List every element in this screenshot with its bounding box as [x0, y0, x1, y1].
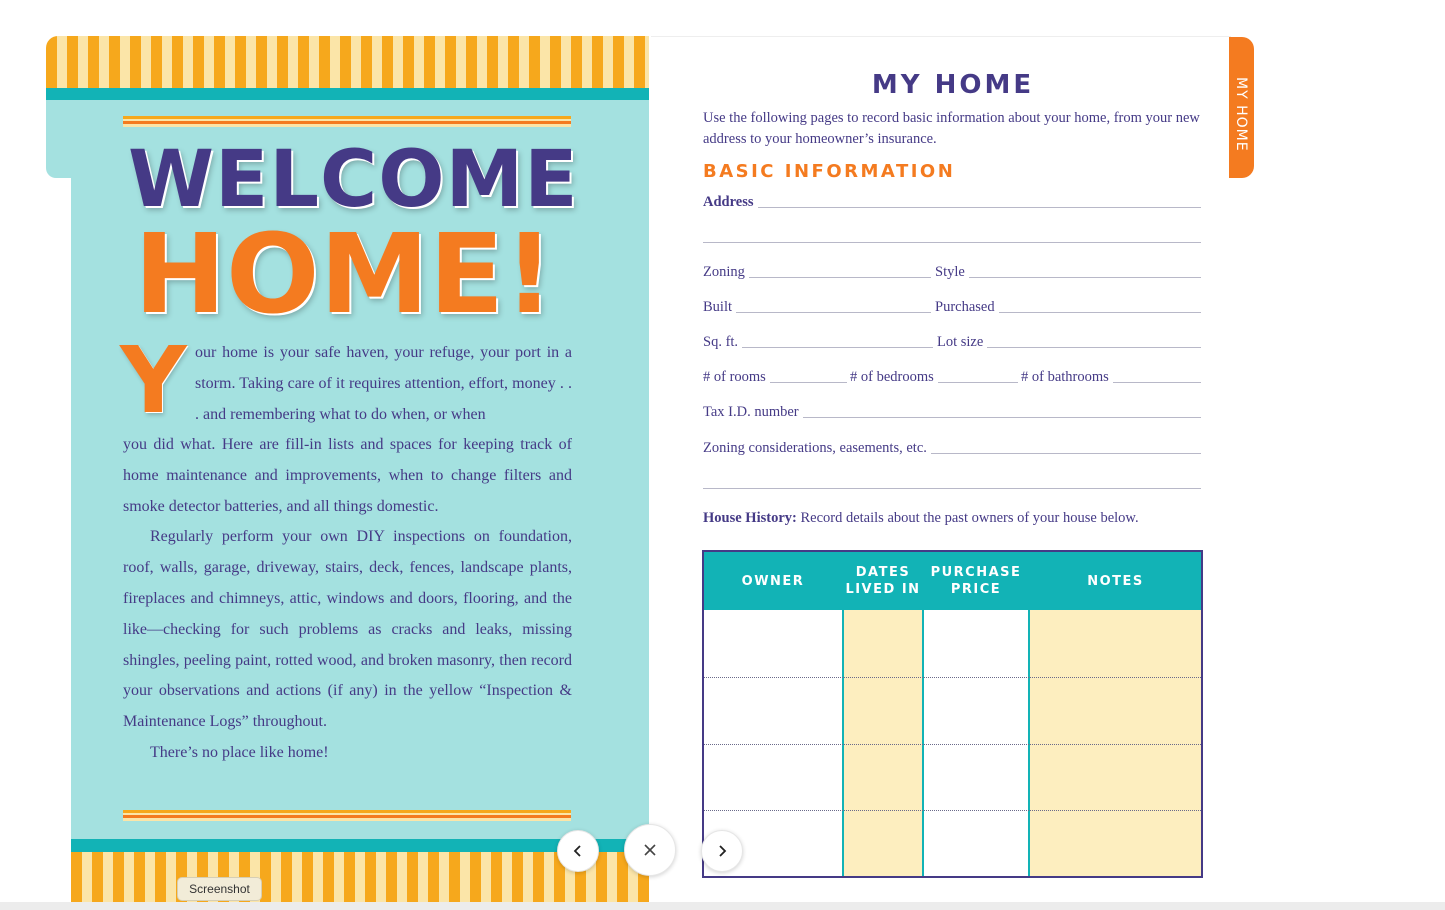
tax-id-field — [703, 403, 1201, 421]
screenshot-tooltip: Screenshot — [177, 877, 262, 901]
side-tab-label: MY HOME — [1233, 77, 1249, 152]
zoning-considerations-field — [703, 439, 1201, 457]
header-purchase-price: PURCHASE PRICE — [930, 565, 1022, 597]
zoning-considerations-label: Zoning considerations, easements, etc. — [703, 440, 927, 456]
rooms-label: # of rooms — [703, 369, 766, 385]
address-label: Address — [703, 194, 754, 210]
intro-paragraph-rest: you did what. Here are fill-in lists and spaces for keeping track of home maintenance and improvements, when to change filters and smoke detector batteries, and all things domestic. — [123, 436, 572, 515]
bathrooms-field — [1021, 368, 1201, 386]
bedrooms-field — [850, 368, 1018, 386]
intro-text: Use the following pages to record basic information about your home, from your new address to your homeowner’s insurance. — [703, 110, 1200, 147]
header-notes: NOTES — [1087, 573, 1144, 589]
address-field — [703, 193, 1201, 211]
header-dates-lived-in: DATES LIVED IN — [845, 565, 921, 597]
inspection-paragraph: Regularly perform your own DIY inspections on foundation, roof, walls, garage, driveway, stairs, deck, fences, landscape plants, fireplaces and chimneys, attic, windows and doors, flooring, and the like—checking for such problems as cracks and leaks, missing shingles, peeling paint, rotted wood, and broken masonry, then record your observations and actions (if any) in the yellow “Inspection & Maintenance Logs” throughout. — [123, 528, 572, 731]
intro-paragraph-start: our home is your safe haven, your refuge, your port in a storm. Taking care of it requires attention, effort, money . . . and remembering what to do when, or when — [195, 344, 572, 423]
lot-size-field — [937, 333, 1201, 351]
top-teal-bar — [46, 88, 649, 100]
price-column[interactable] — [924, 610, 1028, 876]
rooms-field — [703, 368, 847, 386]
table-row-divider — [704, 744, 1201, 745]
top-rule — [123, 116, 571, 127]
bottom-rule — [123, 810, 571, 821]
purchased-label: Purchased — [935, 299, 995, 315]
page-title: MY HOME — [871, 70, 1035, 100]
column-divider — [1028, 610, 1030, 876]
welcome-heading: WELCOME — [128, 135, 579, 225]
previous-page-button[interactable] — [557, 830, 599, 872]
house-history-text — [703, 510, 1139, 527]
bedrooms-label: # of bedrooms — [850, 369, 934, 385]
column-divider — [922, 610, 924, 876]
bathrooms-label: # of bathrooms — [1021, 369, 1109, 385]
column-divider — [842, 610, 844, 876]
close-viewer-button[interactable] — [624, 824, 676, 876]
home-heading: HOME! — [134, 210, 555, 338]
close-icon — [642, 842, 658, 858]
table-row-divider — [704, 677, 1201, 678]
style-label: Style — [935, 264, 965, 280]
top-stripes — [46, 36, 649, 88]
address-line-2 — [703, 242, 1201, 243]
table-row-divider — [704, 810, 1201, 811]
dates-column[interactable] — [844, 610, 922, 876]
tax-id-label: Tax I.D. number — [703, 404, 799, 420]
closing-line: There’s no place like home! — [150, 743, 329, 761]
house-history-instructions: Record details about the past owners of your house below. — [796, 510, 1139, 526]
house-history-label: House History: — [703, 510, 797, 526]
house-history-table — [702, 550, 1203, 878]
built-label: Built — [703, 299, 733, 315]
sqft-field — [703, 333, 933, 351]
zoning-field — [703, 263, 931, 281]
drop-cap: Y — [120, 327, 187, 434]
body-paragraphs — [123, 430, 572, 769]
built-field — [703, 298, 931, 316]
header-owner: OWNER — [741, 573, 805, 589]
purchased-field — [935, 298, 1201, 316]
zoning-considerations-line-2 — [703, 488, 1201, 489]
chevron-left-icon — [571, 844, 585, 858]
style-field — [935, 263, 1201, 281]
notes-column[interactable] — [1030, 610, 1201, 876]
zoning-label: Zoning — [703, 264, 745, 280]
left-page — [46, 36, 649, 902]
sqft-label: Sq. ft. — [703, 334, 739, 350]
bottom-bar — [0, 902, 1445, 910]
section-heading: BASIC INFORMATION — [703, 161, 956, 182]
lot-size-label: Lot size — [937, 334, 984, 350]
my-home-side-tab — [1229, 37, 1254, 178]
next-page-button[interactable] — [701, 830, 743, 872]
chevron-right-icon — [715, 844, 729, 858]
